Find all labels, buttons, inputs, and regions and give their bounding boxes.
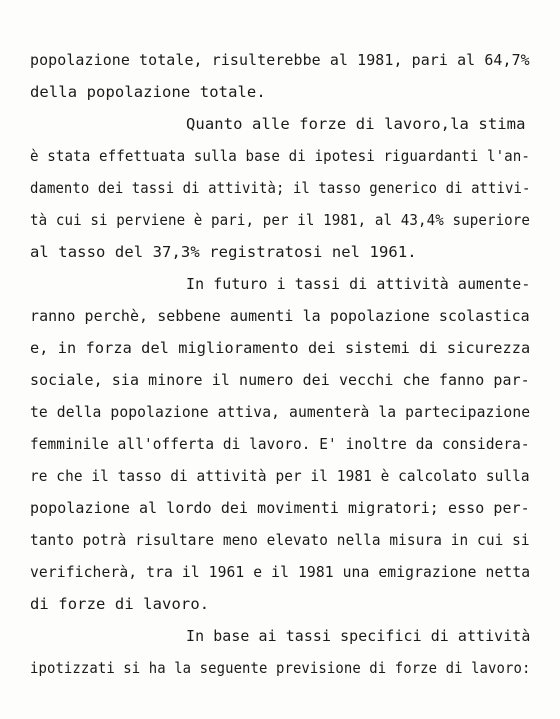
text-line-9: ranno perchè, sebbene aumenti la popolazione scolastica — [30, 307, 530, 325]
text-line-6: tà cui si perviene è pari, per il 1981, al 43,4% superiore — [30, 211, 531, 229]
text-line-17: verificherà, tra il 1961 e il 1981 una emigrazione netta — [30, 563, 531, 581]
text-line-15: popolazione al lordo dei movimenti migratori; esso per- — [30, 499, 530, 517]
text-line-13: femminile all'offerta di lavoro. E' inoltre da considera- — [30, 435, 530, 453]
text-line-7: al tasso del 37,3% registratosi nel 1961. — [30, 243, 417, 261]
text-line-8: In futuro i tassi di attività aumente- — [186, 275, 531, 293]
text-line-16: tanto potrà risultare meno elevato nella misura in cui si — [30, 531, 530, 549]
text-line-11: sociale, sia minore il numero dei vecchi che fanno par- — [30, 371, 530, 389]
text-line-14: re che il tasso di attività per il 1981 è calcolato sulla — [30, 467, 530, 485]
text-line-3: Quanto alle forze di lavoro,la stima — [186, 115, 526, 133]
text-line-10: e, in forza del miglioramento dei sistemi di sicurezza — [30, 339, 531, 357]
text-line-12: te della popolazione attiva, aumenterà la partecipazione — [30, 403, 531, 421]
text-line-20: ipotizzati si ha la seguente previsione di forze di lavoro: — [30, 659, 531, 677]
text-line-2: della popolazione totale. — [30, 83, 266, 101]
text-line-18: di forze di lavoro. — [30, 595, 210, 613]
text-line-5: damento dei tassi di attività; il tasso generico di attivi- — [30, 179, 531, 197]
text-line-1: popolazione totale, risulterebbe al 1981, pari al 64,7% — [30, 51, 530, 69]
text-line-19: In base ai tassi specifici di attività — [186, 627, 531, 645]
text-line-4: è stata effettuata sulla base di ipotesi riguardanti l'an- — [30, 147, 531, 165]
